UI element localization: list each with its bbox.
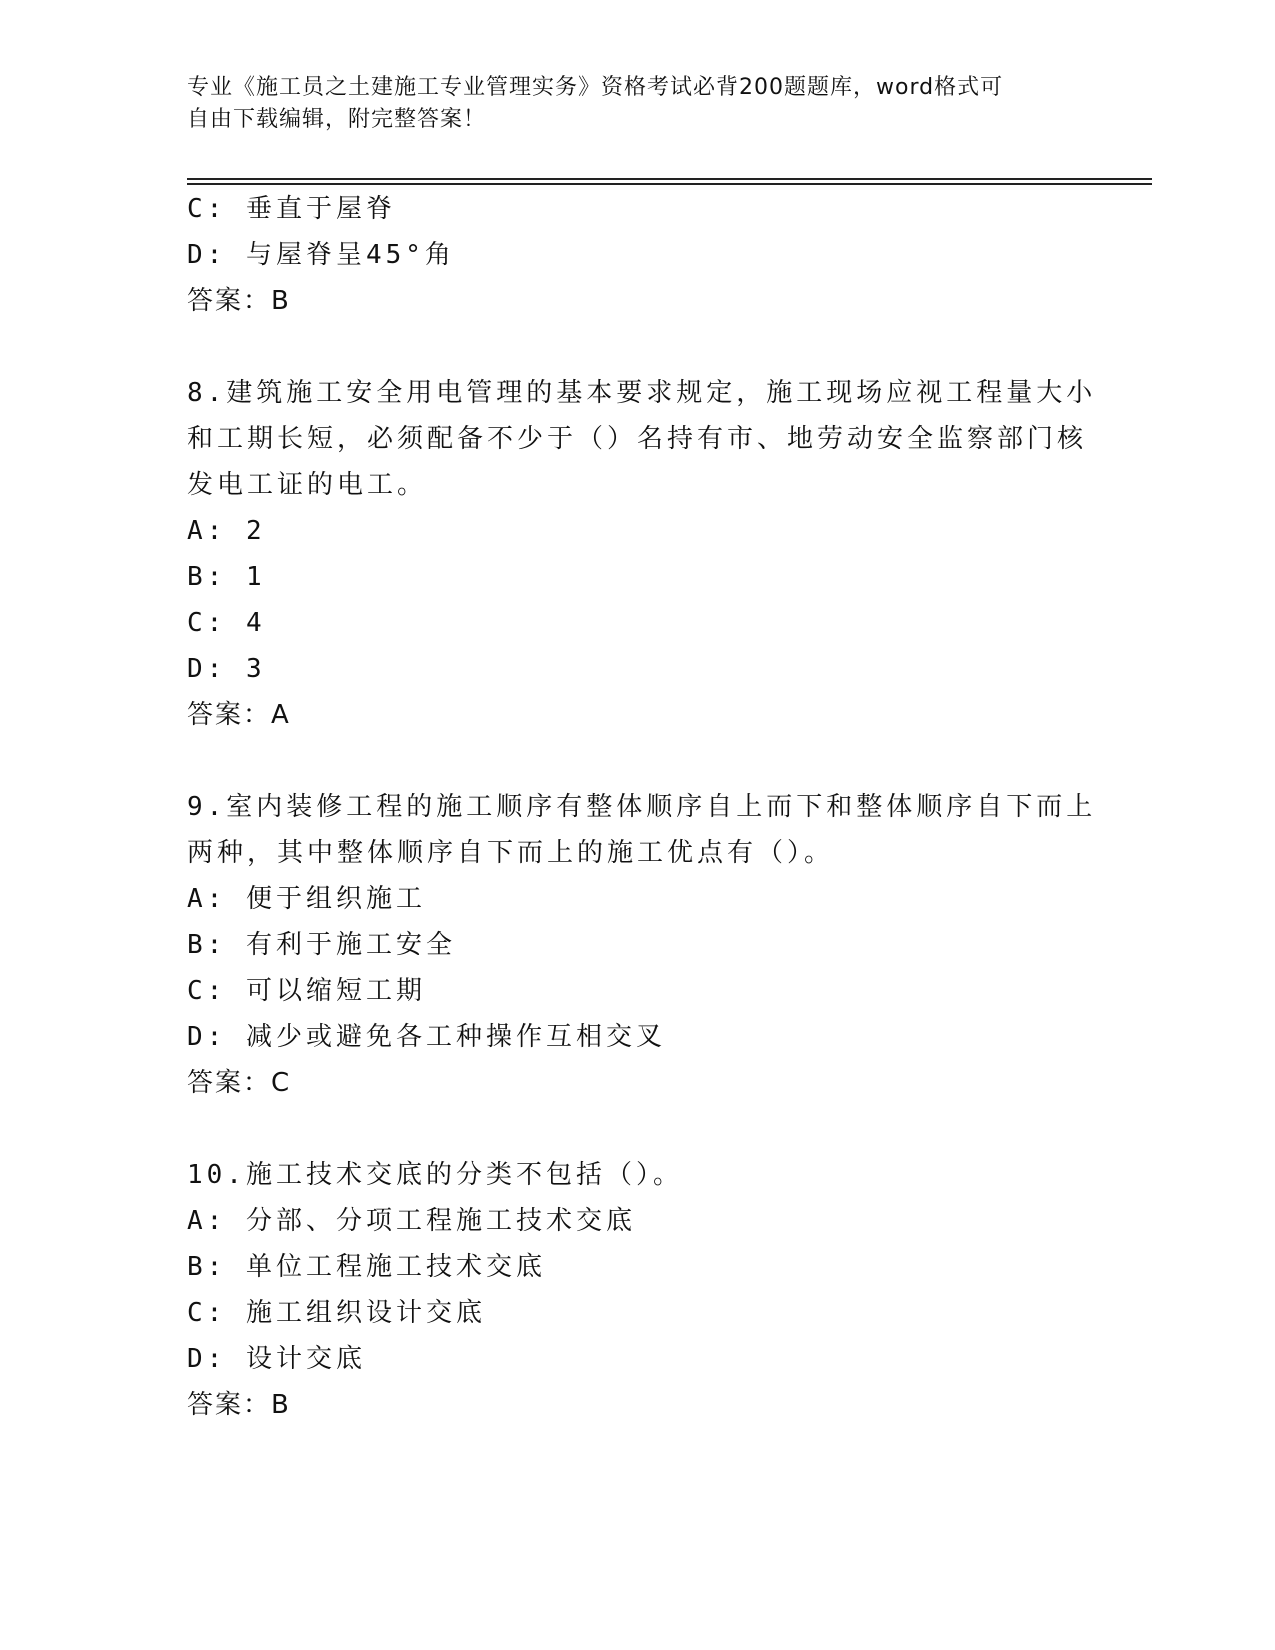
page-header bbox=[187, 72, 1067, 136]
option-b: B: 1 bbox=[187, 562, 266, 592]
answer-line: 答案：B bbox=[187, 1390, 291, 1420]
question-text-line: 和工期长短，必须配备不少于（）名持有市、地劳动安全监察部门核 bbox=[187, 424, 1088, 454]
question-block-10 bbox=[187, 1152, 1087, 1428]
header-divider-secondary bbox=[187, 183, 1152, 185]
option-d: D: 与屋脊呈45°角 bbox=[187, 240, 455, 270]
question-text-line: 两种，其中整体顺序自下而上的施工优点有（）。 bbox=[187, 838, 835, 868]
option-b: B: 单位工程施工技术交底 bbox=[187, 1252, 546, 1282]
option-d: D: 减少或避免各工种操作互相交叉 bbox=[187, 1022, 666, 1052]
option-c: C: 4 bbox=[187, 608, 266, 638]
option-d: D: 设计交底 bbox=[187, 1344, 366, 1374]
header-title-line-2: 自由下载编辑，附完整答案！ bbox=[187, 107, 487, 132]
question-text bbox=[187, 1152, 1067, 1198]
question-text-line: 10.施工技术交底的分类不包括（）。 bbox=[187, 1160, 683, 1190]
answer-line: 答案：B bbox=[187, 286, 291, 316]
question-text-line: 8.建筑施工安全用电管理的基本要求规定，施工现场应视工程量大小 bbox=[187, 378, 1097, 408]
question-block-9 bbox=[187, 784, 1097, 1106]
option-c: C: 施工组织设计交底 bbox=[187, 1298, 486, 1328]
option-d: D: 3 bbox=[187, 654, 266, 684]
question-text-line: 9.室内装修工程的施工顺序有整体顺序自上而下和整体顺序自下而上 bbox=[187, 792, 1097, 822]
header-title-line-1: 专业《施工员之土建施工专业管理实务》资格考试必背200题题库，word格式可 bbox=[187, 75, 1004, 100]
option-a: A: 分部、分项工程施工技术交底 bbox=[187, 1206, 636, 1236]
spacer bbox=[187, 324, 1087, 370]
header-divider bbox=[187, 178, 1152, 180]
spacer bbox=[187, 738, 1087, 784]
option-c: C: 可以缩短工期 bbox=[187, 976, 426, 1006]
question-text bbox=[187, 370, 1097, 508]
option-a: A: 2 bbox=[187, 516, 266, 546]
question-block-7-continued bbox=[187, 186, 1087, 324]
question-list bbox=[187, 186, 1097, 1428]
question-text bbox=[187, 784, 1097, 876]
option-c: C: 垂直于屋脊 bbox=[187, 194, 396, 224]
question-text-line: 发电工证的电工。 bbox=[187, 470, 428, 500]
question-block-8 bbox=[187, 370, 1097, 738]
answer-line: 答案：C bbox=[187, 1068, 292, 1098]
spacer bbox=[187, 1106, 1087, 1152]
answer-line: 答案：A bbox=[187, 700, 291, 730]
option-a: A: 便于组织施工 bbox=[187, 884, 426, 914]
option-b: B: 有利于施工安全 bbox=[187, 930, 456, 960]
